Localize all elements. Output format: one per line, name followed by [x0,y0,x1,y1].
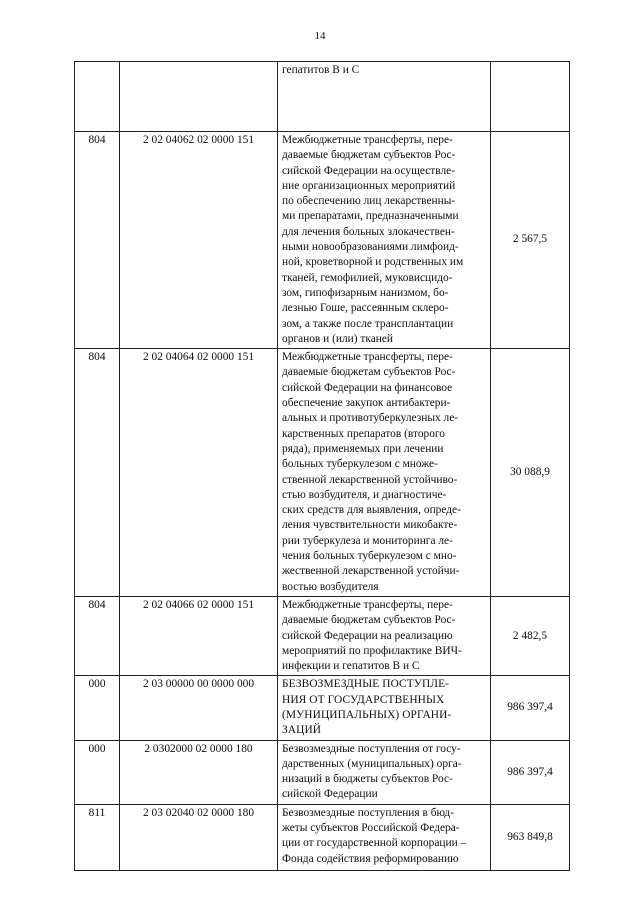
revenue-name-line: (МУНИЦИПАЛЬНЫХ) ОРГАНИ- [282,708,452,721]
budget-classification-code-cell: 2 02 04064 02 0000 151 [120,349,278,597]
revenue-name-line: зом, а также после трансплантации [282,317,454,330]
amount-cell: 963 849,8 [491,804,570,870]
amount-cell: 986 397,4 [491,676,570,740]
revenue-name-line: сийской Федерации на реализацию [282,629,453,642]
revenue-name-line: инфекции и гепатитов В и С [282,660,420,673]
budget-classification-code-cell: 2 0302000 02 0000 180 [120,740,278,804]
revenue-name-line: ряда), применяемых при лечении [282,442,444,455]
revenue-name-line: ственной лекарственной устойчиво- [282,473,458,486]
admin-code-cell: 804 [75,596,120,675]
revenue-name-line: Межбюджетные трансферты, пере- [282,134,453,146]
table-body [75,62,570,871]
revenue-name-line: сийской Федерации [282,788,378,801]
revenue-name-line: сийской Федерации на финансовое [282,381,453,394]
revenue-name-line: даваемые бюджетам субъектов Рос- [282,366,456,379]
budget-classification-code-cell: 2 02 04062 02 0000 151 [120,132,278,349]
admin-code-cell: 804 [75,132,120,349]
revenue-name-line: ских средств для выявления, опреде- [282,504,461,517]
revenue-name-line: зом, гипофизарным нанизмом, бо- [282,286,449,299]
admin-code-cell: 811 [75,804,120,870]
revenue-name-cell [278,676,491,740]
revenue-name-line: для лечения больных злокачествен- [282,225,455,238]
revenue-name-cell [278,804,491,870]
revenue-name-line: чения больных туберкулезом с мно- [282,550,457,563]
revenue-name-line: тканей, гемофилией, муковисцидо- [282,271,453,284]
table-row [75,62,570,132]
revenue-name-line: даваемые бюджетам субъектов Рос- [282,149,456,162]
amount-cell: 986 397,4 [491,740,570,804]
revenue-name-cell [278,740,491,804]
admin-code-cell: 000 [75,676,120,740]
budget-classification-code-cell: 2 02 04066 02 0000 151 [120,596,278,675]
revenue-name-line: по обеспечению лиц лекарственны- [282,195,456,208]
revenue-name-line: ными новообразованиями лимфоид- [282,241,459,254]
revenue-name-line: Безвозмездные поступления от госу- [282,742,461,755]
revenue-name-line: ной, кроветворной и родственных им [282,256,464,269]
revenue-name-line: ние организационных мероприятий [282,179,456,192]
revenue-name-cell [278,62,491,132]
budget-classification-code-cell: 2 03 02040 02 0000 180 [120,804,278,870]
admin-code-cell [75,62,120,132]
revenue-name-line: жеты субъектов Российской Федера- [282,822,460,835]
revenue-name-line: Фонда содействия реформированию [282,852,459,865]
table-row [75,804,570,870]
revenue-name-line: ми препаратами, предназначенными [282,210,459,223]
table-row [75,596,570,675]
revenue-name-line: карственных препаратов (второго [282,427,445,440]
revenue-name-cell [278,132,491,349]
revenue-name-line: больных туберкулезом с множе- [282,458,438,471]
revenue-name-cell [278,596,491,675]
revenue-name-line: ЗАЦИЙ [282,724,322,737]
amount-cell [491,62,570,132]
budget-classification-code-cell [120,62,278,132]
revenue-name-line: БЕЗВОЗМЕЗДНЫЕ ПОСТУПЛЕ- [282,678,450,691]
revenue-name-line: гепатитов В и С [282,64,360,76]
revenue-name-line: ции от государственной корпорации – [282,837,467,850]
table-row [75,740,570,804]
table-row [75,676,570,740]
revenue-name-line: рии туберкулеза и мониторинга ле- [282,534,453,547]
page-number: 14 [314,30,326,42]
budget-classification-code-cell: 2 03 00000 00 0000 000 [120,676,278,740]
revenue-name-cell [278,349,491,597]
admin-code-cell: 000 [75,740,120,804]
amount-cell: 2 567,5 [491,132,570,349]
revenue-name-line: органов и (или) тканей [282,332,394,345]
revenue-name-line: НИЯ ОТ ГОСУДАРСТВЕННЫХ [282,693,445,706]
revenue-name-line: ления чувствительности микобакте- [282,519,458,532]
revenue-name-line: жественной лекарственной устойчи- [282,565,460,578]
revenue-name-line: стью возбудителя, и диагностиче- [282,488,447,501]
revenue-name-line: сийской Федерации на осуществле- [282,164,456,177]
revenue-name-line: дарственных (муниципальных) орга- [282,757,462,770]
revenue-name-line: низаций в бюджеты субъектов Рос- [282,773,453,786]
revenue-name-line: альных и противотуберкулезных ле- [282,412,459,425]
amount-cell: 2 482,5 [491,596,570,675]
revenue-name-line: мероприятий по профилактике ВИЧ- [282,644,462,657]
revenue-name-line: обеспечение закупок антибактери- [282,397,451,410]
admin-code-cell: 804 [75,349,120,597]
budget-revenue-table [74,61,570,871]
revenue-name-line: даваемые бюджетам субъектов Рос- [282,614,456,627]
revenue-name-line: Безвозмездные поступления в бюд- [282,806,455,819]
table-row [75,349,570,597]
revenue-name-line: Межбюджетные трансферты, пере- [282,351,453,364]
amount-cell: 30 088,9 [491,349,570,597]
table-row [75,132,570,349]
revenue-name-line: востью возбудителя [282,580,379,593]
revenue-name-line: лезнью Гоше, рассеянным склеро- [282,302,449,315]
revenue-name-line: Межбюджетные трансферты, пере- [282,598,453,611]
